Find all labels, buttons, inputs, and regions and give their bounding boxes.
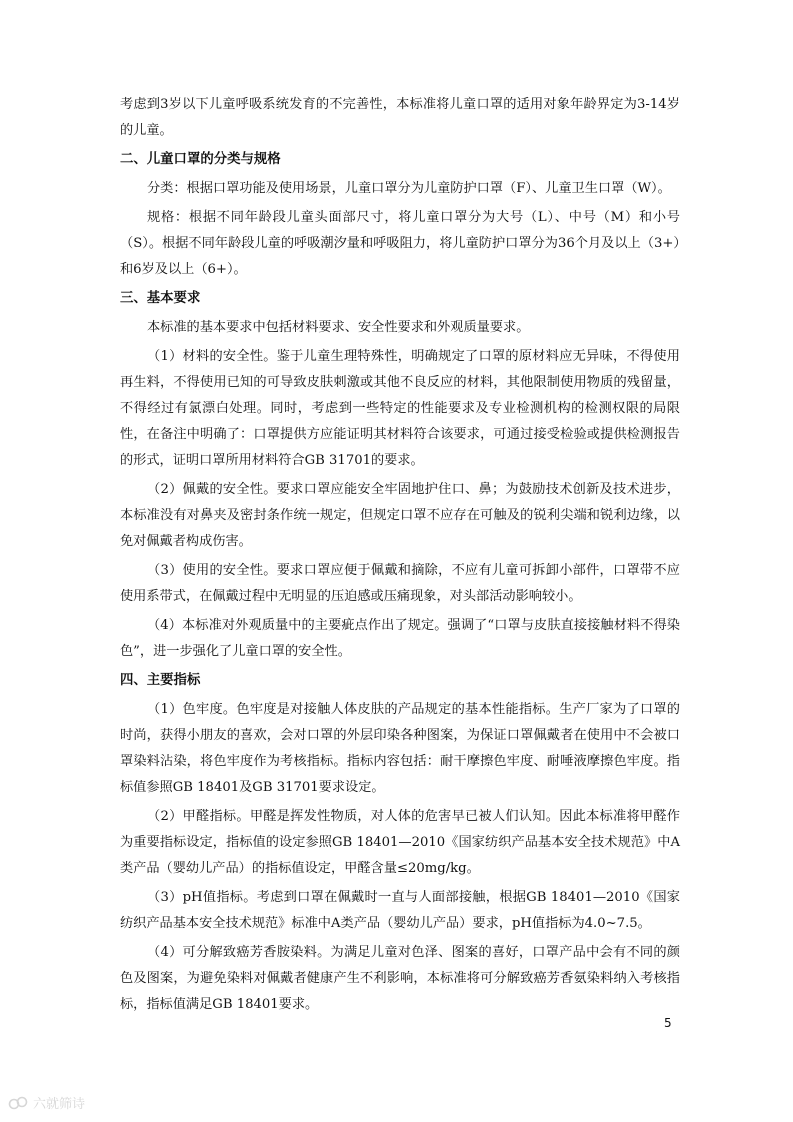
paragraph-appearance-quality: （4）本标准对外观质量中的主要疵点作出了规定。强调了“口罩与皮肤直接接触材料不得染色”，进一步强化了儿童口罩的安全性。 — [120, 618, 680, 659]
paragraph-wearing-safety: （2）佩戴的安全性。要求口罩应能安全牢固地护住口、鼻；为鼓励技术创新及技术进步，本标准没有对鼻夹及密封条作统一规定，但规定口罩不应存在可触及的锐利尖端和锐利边缘，以免对佩戴者构成伤害。 — [120, 482, 680, 549]
paragraph-azo-dyes: （4）可分解致癌芳香胺染料。为满足儿童对色泽、图案的喜好，口罩产品中会有不同的颜色及图案，为避免染料对佩戴者健康产生不利影响，本标准将可分解致癌芳香氨染料纳入考核指标，指标值满足GB 18401要求。 — [120, 945, 680, 1012]
watermark — [8, 1093, 85, 1112]
paragraph-age-scope: 考虑到3岁以下儿童呼吸系统发育的不完善性，本标准将儿童口罩的适用对象年龄界定为3-14岁的儿童。 — [120, 97, 680, 138]
logo-icon — [8, 1095, 30, 1111]
paragraph-usage-safety: （3）使用的安全性。要求口罩应便于佩戴和摘除，不应有儿童可拆卸小部件，口罩带不应使用系带式，在佩戴过程中无明显的压迫感或压痛现象，对头部活动影响较小。 — [120, 563, 680, 604]
paragraph-classification: 分类：根据口罩功能及使用场景，儿童口罩分为儿童防护口罩（F）、儿童卫生口罩（W）。 — [147, 181, 671, 196]
page-number: 5 — [664, 1016, 672, 1030]
paragraph-material-safety: （1）材料的安全性。鉴于儿童生理特殊性，明确规定了口罩的原材料应无异味，不得使用再生料，不得使用已知的可导致皮肤刺激或其他不良反应的材料，其他限制使用物质的残留量，不得经过有氯漂白处理。同时，考虑到一些特定的性能要求及专业检测机构的检测权限的局限性，在备注中明确了：口罩提供方应能证明其材料符合该要求，可通过接受检验或提供检测报告的形式，证明口罩所用材料符合GB 31701的要求。 — [120, 349, 680, 468]
watermark-text: 六就筛诗 — [33, 1097, 86, 1112]
paragraph-formaldehyde: （2）甲醛指标。甲醛是挥发性物质，对人体的危害早已被人们认知。因此本标准将甲醛作为重要指标设定，指标值的设定参照GB 18401—2010《国家纺织产品基本安全技术规范》中A类产品（婴幼儿产品）的指标值设定，甲醛含量≤20mg/kg。 — [120, 809, 680, 876]
section-heading-basic-requirements: 三、基本要求 — [120, 291, 201, 306]
paragraph-basic-requirements-intro: 本标准的基本要求中包括材料要求、安全性要求和外观质量要求。 — [147, 320, 530, 335]
paragraph-color-fastness: （1）色牢度。色牢度是对接触人体皮肤的产品规定的基本性能指标。生产厂家为了口罩的时尚，获得小朋友的喜欢，会对口罩的外层印染各种图案，为保证口罩佩戴者在使用中不会被口罩染料沾染，将色牢度作为考核指标。指标内容包括：耐干摩擦色牢度、耐唾液摩擦色牢度。指标值参照GB 18401及GB 31701要求设定。 — [120, 702, 680, 795]
section-heading-main-indicators: 四、主要指标 — [120, 673, 201, 688]
paragraph-specification: 规格：根据不同年龄段儿童头面部尺寸，将儿童口罩分为大号（L）、中号（M）和小号（S）。根据不同年龄段儿童的呼吸潮汐量和呼吸阻力，将儿童防护口罩分为36个月及以上（3+）和6岁及以上（6+）。 — [120, 210, 680, 277]
paragraph-ph-value: （3）pH值指标。考虑到口罩在佩戴时一直与人面部接触，根据GB 18401—2010《国家纺织产品基本安全技术规范》标准中A类产品（婴幼儿产品）要求，pH值指标为4.0~7.5。 — [120, 890, 680, 931]
section-heading-classification: 二、儿童口罩的分类与规格 — [120, 152, 281, 167]
document-body — [120, 92, 680, 1021]
